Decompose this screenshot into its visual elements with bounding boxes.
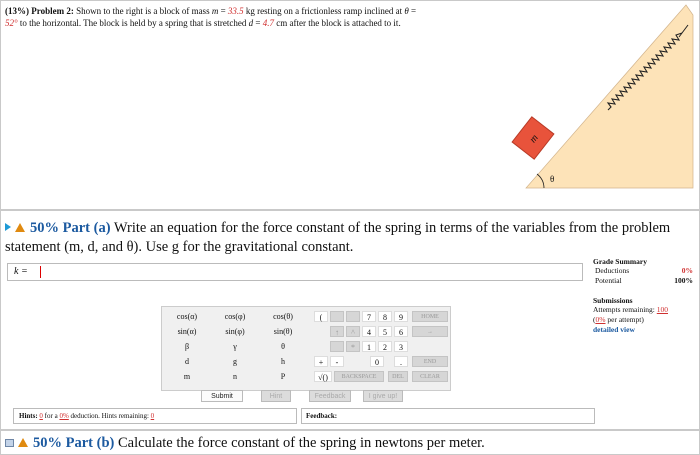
warning-icon — [18, 438, 28, 447]
part-a-panel — [0, 210, 700, 430]
part-a-question: Write an equation for the force constant of the spring in terms of the variables from the problem statement (m, d, and θ). Use g for the gravitational constant. — [5, 220, 671, 255]
per-attempt-label: per attempt) — [607, 315, 644, 324]
angle-value: 52° — [5, 18, 18, 28]
key-divide[interactable] — [346, 311, 360, 322]
hints-bar — [13, 408, 297, 424]
key-d[interactable]: d — [185, 357, 189, 366]
problem-number: (13%) Problem 2: — [5, 6, 74, 16]
give-up-button[interactable]: I give up! — [363, 390, 403, 402]
key-1[interactable]: 1 — [362, 341, 376, 352]
list-icon[interactable] — [5, 439, 14, 447]
attempts-row — [593, 305, 693, 315]
key-0[interactable]: 0 — [370, 356, 384, 367]
key-clear[interactable]: CLEAR — [412, 371, 448, 382]
submit-button[interactable]: Submit — [201, 390, 243, 402]
key-power[interactable]: ^ — [346, 326, 360, 337]
stretch-var: d — [248, 18, 254, 28]
part-b-percent: 50% — [33, 435, 62, 451]
key-p[interactable]: P — [280, 372, 286, 381]
key-open-paren[interactable]: ( — [314, 311, 328, 322]
key-sqrt[interactable]: √() — [314, 371, 332, 382]
problem-text-2: kg resting on a frictionless ramp inclined at — [245, 6, 403, 16]
hints-label: Hints: — [19, 412, 38, 420]
feedback-label: Feedback: — [306, 412, 338, 420]
key-theta[interactable]: θ — [281, 342, 285, 351]
key-sin-theta[interactable]: sin(θ) — [273, 327, 293, 336]
key-multiply[interactable]: * — [346, 341, 360, 352]
problem-text-4: cm after the block is attached to it. — [276, 18, 401, 28]
keypad — [161, 306, 451, 391]
part-a-label: Part (a) — [62, 220, 111, 236]
mass-value: 33.5 — [227, 6, 244, 16]
potential-value: 100% — [674, 276, 693, 285]
key-cos-phi[interactable]: cos(φ) — [224, 312, 246, 321]
key-end[interactable]: END — [412, 356, 448, 367]
problem-panel — [0, 0, 700, 210]
key-m[interactable]: m — [183, 372, 191, 381]
per-attempt-row: (0% per attempt) — [593, 315, 644, 324]
part-a-percent: 50% — [30, 220, 59, 236]
hints-count: 0 — [39, 412, 43, 420]
text-caret — [40, 266, 41, 278]
potential-label: Potential — [595, 276, 622, 285]
hints-text-2: deduction. Hints remaining: — [70, 412, 149, 420]
stretch-value: 4.7 — [262, 18, 274, 28]
key-gamma[interactable]: γ — [233, 342, 237, 351]
part-a-header — [5, 219, 695, 257]
key-g[interactable]: g — [233, 357, 237, 366]
ramp-figure — [486, 3, 697, 208]
key-3[interactable]: 3 — [394, 341, 408, 352]
block — [512, 117, 554, 159]
key-up[interactable]: ↑ — [330, 326, 344, 337]
key-backspace[interactable]: BACKSPACE — [334, 371, 384, 382]
feedback-bar — [301, 408, 595, 424]
problem-statement: (13%) Problem 2: Shown to the right is a block of mass m = 33.5 kg resting on a frictionless ramp inclined at θ = 52° to the horizontal. The block is held by a spring that is stretched d = 4.7 cm after the block is attached to it. — [5, 6, 417, 28]
key-n[interactable]: n — [233, 372, 237, 381]
problem-text-3: to the horizontal. The block is held by a spring that is stretched — [19, 18, 247, 28]
grade-summary-title: Grade Summary — [593, 257, 647, 266]
key-home[interactable]: HOME — [412, 311, 448, 322]
key-5[interactable]: 5 — [378, 326, 392, 337]
hints-text-1: for a — [44, 412, 58, 420]
answer-input[interactable] — [36, 266, 576, 278]
key-right-arrow-icon[interactable]: → — [412, 326, 448, 337]
key-minus[interactable]: - — [330, 356, 344, 367]
key-4[interactable]: 4 — [362, 326, 376, 337]
attempts-value: 100 — [656, 305, 668, 314]
answer-label: k = — [14, 266, 28, 277]
action-buttons — [201, 390, 451, 404]
key-h[interactable]: h — [281, 357, 285, 366]
key-cos-theta[interactable]: cos(θ) — [273, 312, 293, 321]
detailed-view-link[interactable]: detailed view — [593, 325, 635, 334]
problem-text-1: Shown to the right is a block of mass — [76, 6, 210, 16]
part-b-question: Calculate the force constant of the spring in newtons per meter. — [117, 435, 485, 451]
key-sin-phi[interactable]: sin(φ) — [225, 327, 245, 336]
key-plus[interactable]: + — [314, 356, 328, 367]
key-2[interactable]: 2 — [378, 341, 392, 352]
hints-remaining: 0 — [150, 412, 155, 420]
key-6[interactable]: 6 — [394, 326, 408, 337]
key-dot[interactable]: . — [394, 356, 408, 367]
block-label: m — [527, 132, 541, 146]
submissions-title: Submissions — [593, 296, 633, 305]
potential-row — [593, 276, 693, 286]
key-cos-alpha[interactable]: cos(α) — [176, 312, 198, 321]
part-b-panel — [0, 430, 700, 455]
part-b-label: Part (b) — [65, 435, 115, 451]
per-attempt-value: 0% — [595, 315, 606, 324]
deductions-label: Deductions — [595, 266, 630, 275]
angle-label: θ — [550, 174, 555, 184]
key-sin-alpha[interactable]: sin(α) — [177, 327, 197, 336]
key-slash[interactable] — [330, 341, 344, 352]
deductions-value: 0% — [681, 266, 693, 275]
part-b-header — [5, 434, 695, 453]
attempts-label: Attempts remaining: — [593, 305, 655, 314]
hints-deduction: 0% — [59, 412, 69, 420]
angle-var: θ — [404, 6, 409, 16]
key-beta[interactable]: β — [184, 342, 190, 351]
mass-var: m — [211, 6, 219, 16]
feedback-button[interactable]: Feedback — [309, 390, 351, 402]
key-8[interactable]: 8 — [378, 311, 392, 322]
key-close-paren[interactable] — [330, 311, 344, 322]
grade-summary — [593, 257, 693, 335]
answer-box[interactable] — [7, 263, 583, 281]
deductions-row — [593, 266, 693, 276]
key-del[interactable]: DEL — [388, 371, 408, 382]
key-9[interactable]: 9 — [394, 311, 408, 322]
hint-button[interactable]: Hint — [261, 390, 291, 402]
play-icon[interactable] — [5, 223, 11, 231]
key-7[interactable]: 7 — [362, 311, 376, 322]
warning-icon — [15, 223, 25, 232]
ramp — [526, 5, 693, 188]
